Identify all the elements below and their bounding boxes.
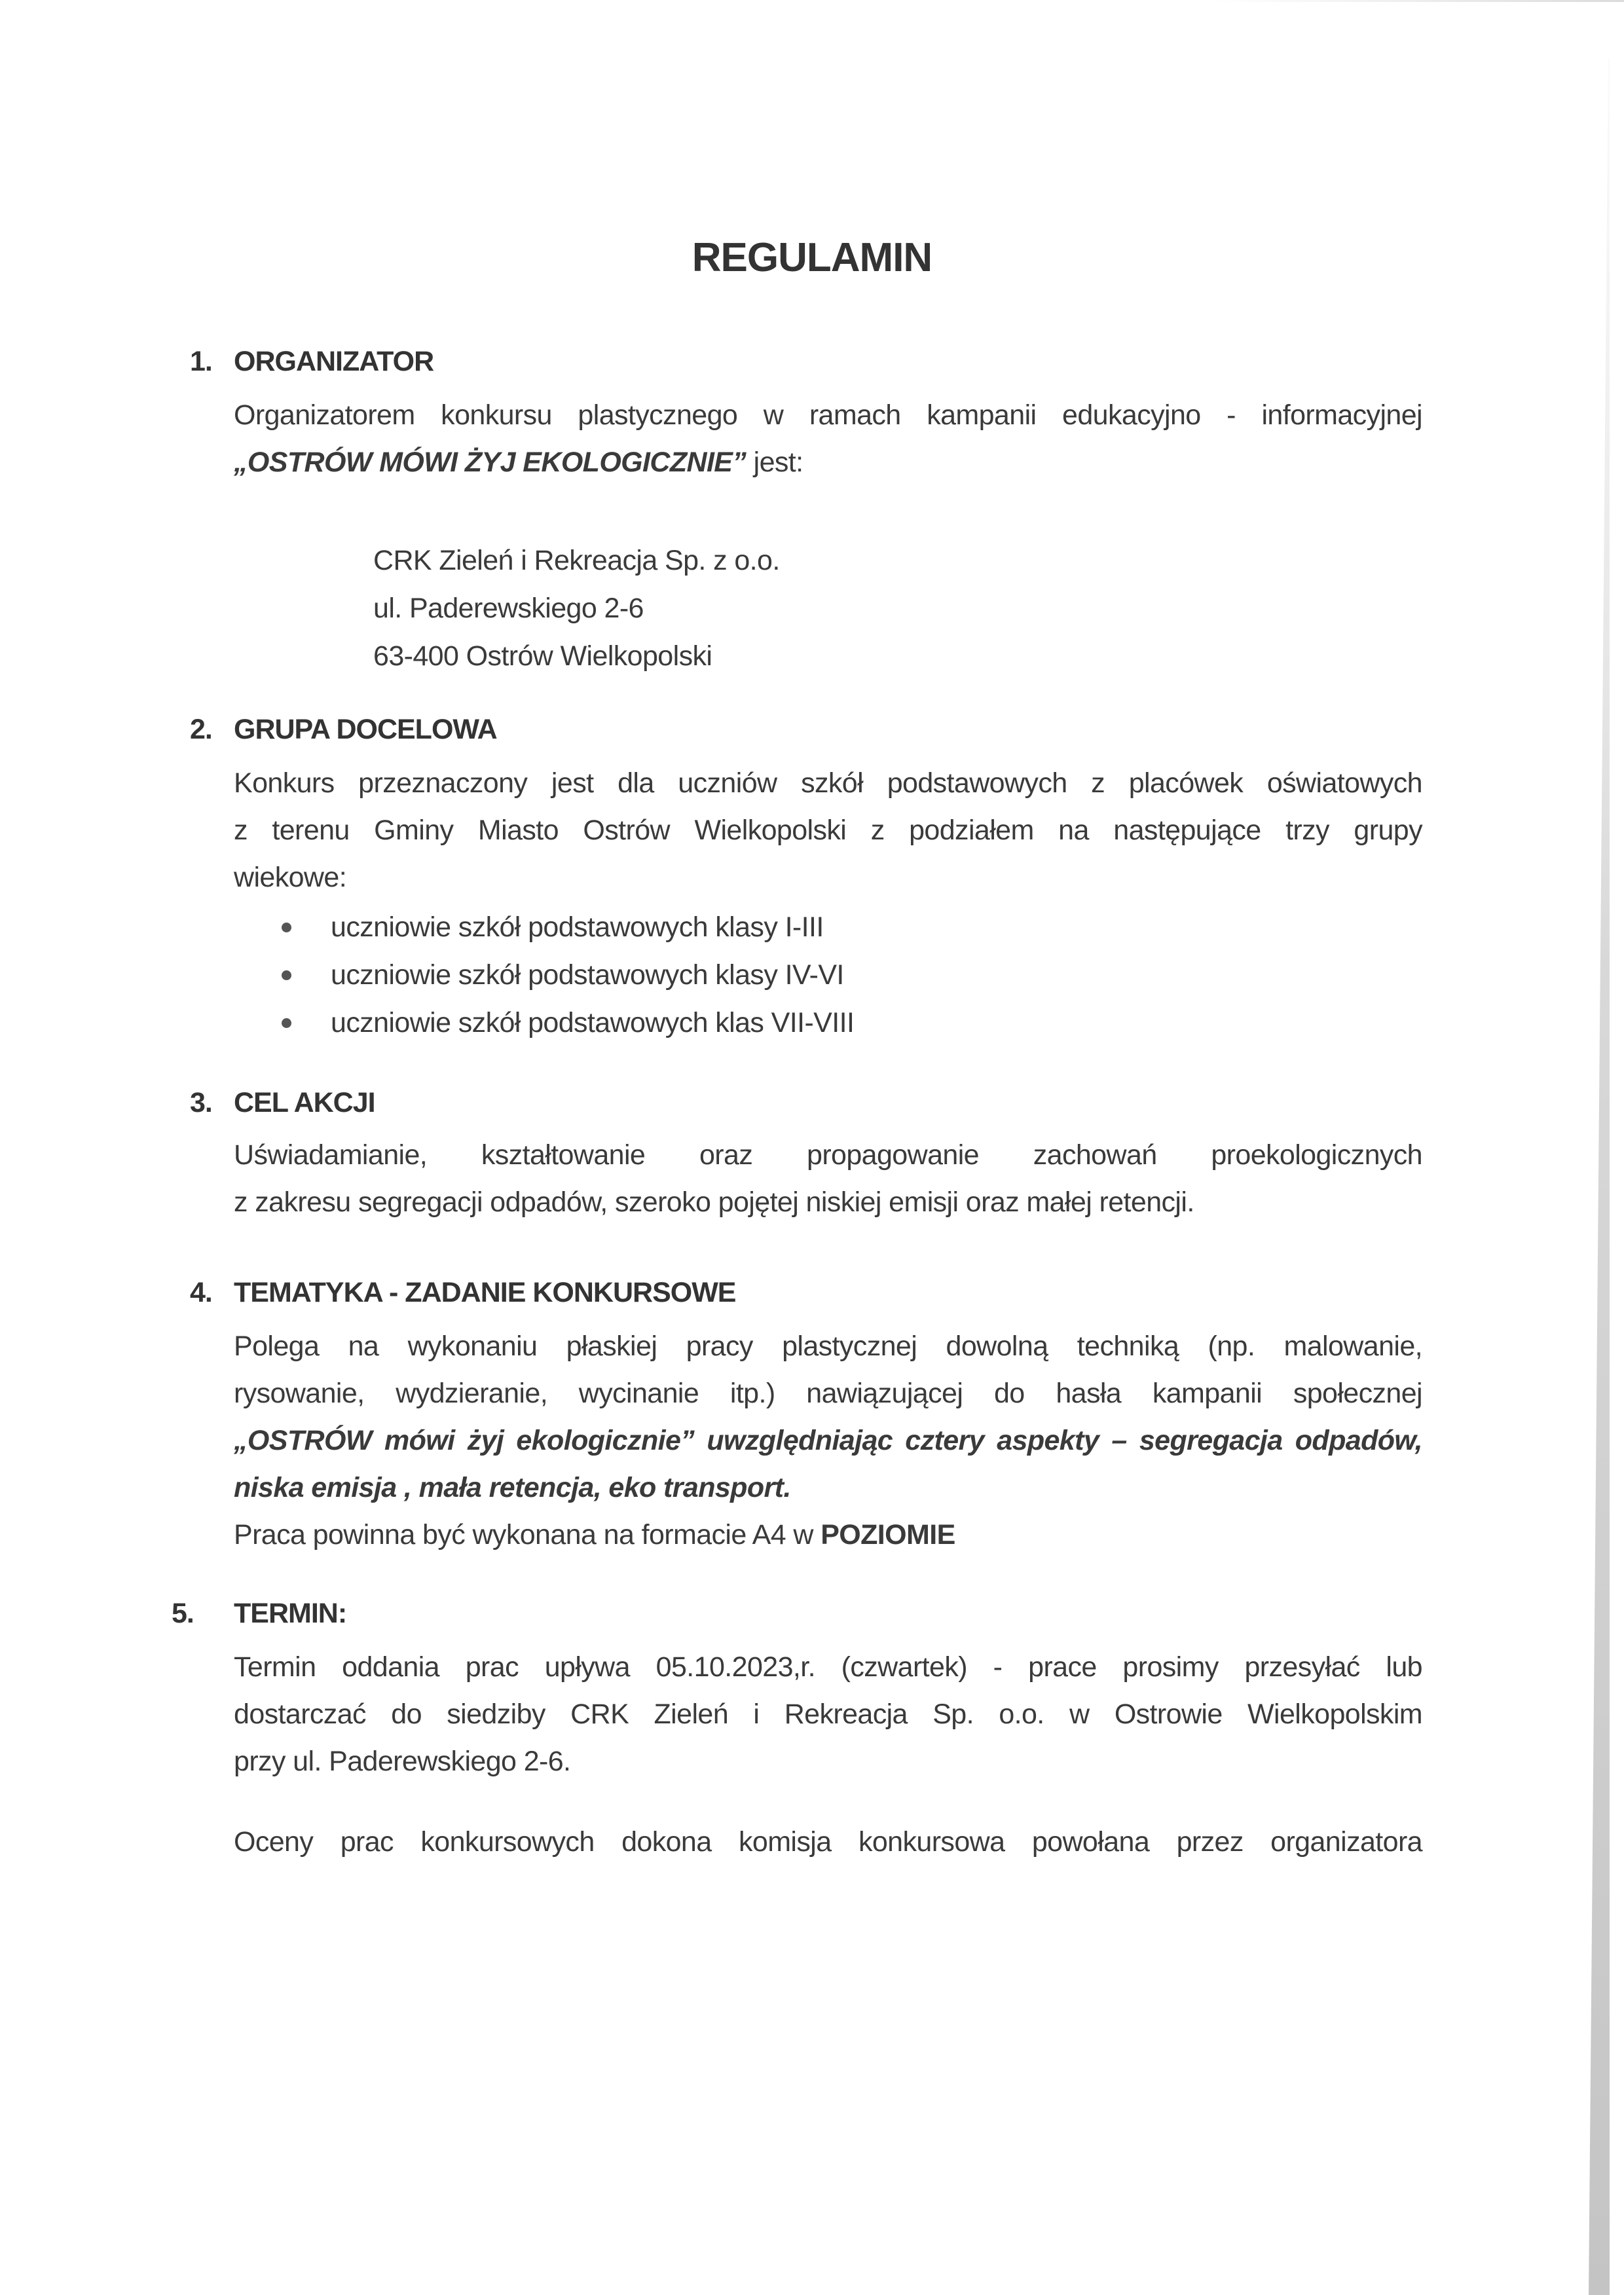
text-line: przy ul. Paderewskiego 2-6. <box>234 1746 571 1777</box>
bullet-icon <box>282 923 291 932</box>
section-body <box>234 1323 1422 1558</box>
campaign-suffix: jest: <box>746 447 803 478</box>
section-body <box>234 760 1422 901</box>
section-number: 5. <box>172 1598 194 1629</box>
format-text: Praca powinna być wykonana na formacie A4 w <box>234 1519 821 1551</box>
campaign-name: „OSTRÓW MÓWI ŻYJ EKOLOGICZNIE” <box>234 447 747 478</box>
text-line: Organizatorem konkursu plastycznego w ramach kampanii edukacyjno - informacyjnej <box>234 399 1422 431</box>
section-heading <box>190 1277 735 1309</box>
section-title: TEMATYKA - ZADANIE KONKURSOWE <box>234 1277 736 1308</box>
section-body <box>234 1643 1422 1785</box>
section-number: 3. <box>190 1087 212 1118</box>
address-line: 63-400 Ostrów Wielkopolski <box>373 640 712 672</box>
text-line: z zakresu segregacji odpadów, szeroko pojętej niskiej emisji oraz małej retencji. <box>234 1186 1194 1218</box>
text-line: rysowanie, wydzieranie, wycinanie itp.) nawiązującej do hasła kampanii społecznej <box>234 1378 1422 1409</box>
text-line <box>234 439 1422 486</box>
closing-paragraph <box>234 1818 1422 1865</box>
text-line: dostarczać do siedziby CRK Zieleń i Rekreacja Sp. o.o. w Ostrowie Wielkopolskim <box>234 1698 1422 1730</box>
section-body <box>234 1131 1422 1226</box>
emphasis-line: „OSTRÓW mówi żyj ekologicznie” uwzględniając cztery aspekty – segregacja odpadów, <box>234 1425 1422 1456</box>
text-line: Termin oddania prac upływa 05.10.2023,r. (czwartek) - prace prosimy przesyłać lub <box>234 1651 1422 1683</box>
list-item <box>282 904 854 951</box>
section-number: 2. <box>190 714 212 745</box>
emphasis-line: niska emisja , mała retencja, eko transport. <box>234 1472 791 1503</box>
bullet-icon <box>282 970 291 980</box>
section-heading <box>190 714 497 746</box>
address-line: ul. Paderewskiego 2-6 <box>373 593 644 624</box>
list-item <box>282 999 854 1047</box>
format-emphasis: POZIOMIE <box>821 1519 955 1551</box>
address-line: CRK Zieleń i Rekreacja Sp. z o.o. <box>373 545 780 576</box>
section-number: 1. <box>190 346 212 377</box>
document-title: REGULAMIN <box>692 235 932 280</box>
section-number: 4. <box>190 1277 212 1308</box>
text-line: z terenu Gminy Miasto Ostrów Wielkopolski z podziałem na następujące trzy grupy <box>234 815 1422 846</box>
section-heading <box>190 1087 375 1119</box>
organizer-address <box>373 537 780 680</box>
section-heading <box>190 346 434 378</box>
section-title: GRUPA DOCELOWA <box>234 714 497 745</box>
section-heading <box>172 1598 346 1630</box>
text-line: Uświadamianie, kształtowanie oraz propagowanie zachowań proekologicznych <box>234 1139 1422 1171</box>
text-line: Oceny prac konkursowych dokona komisja konkursowa powołana przez organizatora <box>234 1826 1422 1858</box>
section-title: TERMIN: <box>234 1598 347 1629</box>
section-title: ORGANIZATOR <box>234 346 434 377</box>
text-line: Konkurs przeznaczony jest dla uczniów szkół podstawowych z placówek oświatowych <box>234 767 1422 799</box>
list-item-text: uczniowie szkół podstawowych klas VII-VIII <box>331 1007 855 1038</box>
format-line <box>234 1511 1422 1558</box>
text-line: wiekowe: <box>234 862 347 893</box>
text-line: Polega na wykonaniu płaskiej pracy plastycznej dowolną techniką (np. malowanie, <box>234 1331 1422 1362</box>
bullet-icon <box>282 1018 291 1028</box>
list-item <box>282 951 854 999</box>
age-group-list <box>282 904 854 1047</box>
list-item-text: uczniowie szkół podstawowych klasy IV-VI <box>331 959 844 991</box>
list-item-text: uczniowie szkół podstawowych klasy I-III <box>331 911 824 943</box>
section-title: CEL AKCJI <box>234 1087 375 1118</box>
section-body <box>234 392 1422 486</box>
